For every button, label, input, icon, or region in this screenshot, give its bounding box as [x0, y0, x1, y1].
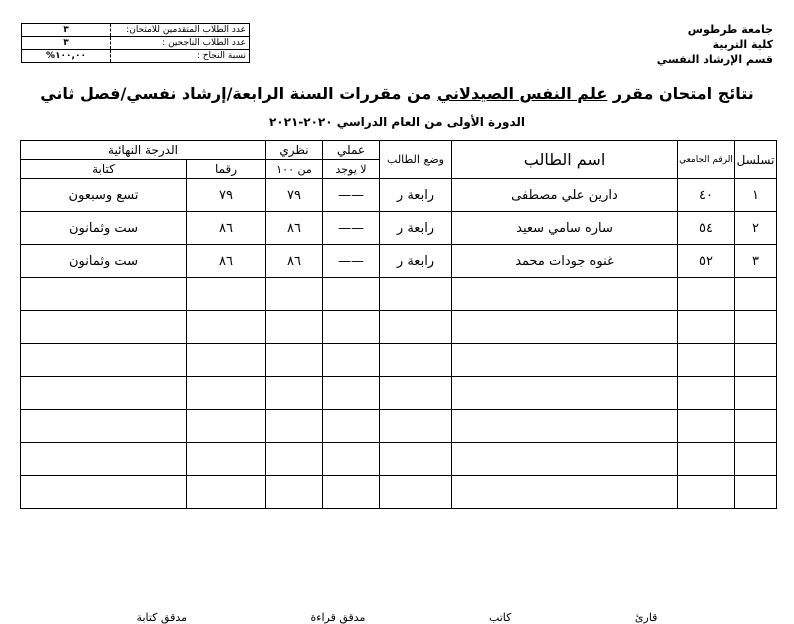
student-status-cell [380, 377, 452, 410]
practical-subheader: لا يوجد [323, 160, 380, 179]
final-numeric-cell [187, 344, 266, 377]
serial-cell [735, 278, 777, 311]
practical-cell [323, 344, 380, 377]
final-numeric-cell: ٨٦ [187, 212, 266, 245]
serial-cell: ١ [735, 179, 777, 212]
practical-cell [323, 377, 380, 410]
practical-cell [323, 410, 380, 443]
practical-cell: —— [323, 179, 380, 212]
serial-cell [735, 311, 777, 344]
write-checker-label: مدقق كتابة [136, 611, 188, 624]
table-row [21, 344, 777, 377]
final-written-cell [21, 410, 187, 443]
final-written-cell [21, 278, 187, 311]
theory-header: نظري [266, 141, 323, 160]
student-name-cell [452, 278, 678, 311]
signature-footer [0, 611, 794, 624]
university-id-cell [678, 344, 735, 377]
student-name-cell [452, 377, 678, 410]
university-id-cell [678, 311, 735, 344]
final-written-cell: ست وثمانون [21, 212, 187, 245]
student-name-header: اسم الطالب [452, 141, 678, 179]
theory-cell: ٨٦ [266, 245, 323, 278]
student-status-cell: رابعة ر [380, 245, 452, 278]
final-numeric-cell [187, 377, 266, 410]
final-numeric-cell [187, 476, 266, 509]
theory-cell [266, 344, 323, 377]
student-status-cell: رابعة ر [380, 212, 452, 245]
table-row [21, 212, 777, 245]
theory-cell: ٧٩ [266, 179, 323, 212]
serial-cell [735, 410, 777, 443]
page-title [0, 84, 794, 103]
university-name: جامعة طرطوس [687, 23, 773, 36]
student-status-cell: رابعة ر [380, 179, 452, 212]
final-written-cell [21, 476, 187, 509]
title-part2: من مقررات السنة الرابعة/إرشاد نفسي/فصل ثاني [40, 84, 437, 103]
passed-value: ٣ [22, 37, 111, 50]
final-written-cell [21, 443, 187, 476]
practical-cell: —— [323, 212, 380, 245]
theory-cell [266, 476, 323, 509]
table-row [21, 377, 777, 410]
student-status-cell [380, 443, 452, 476]
serial-cell: ٢ [735, 212, 777, 245]
university-id-cell [678, 278, 735, 311]
final-numeric-cell: ٧٩ [187, 179, 266, 212]
department-name: قسم الإرشاد النفسي [656, 53, 773, 66]
practical-cell [323, 443, 380, 476]
student-name-cell [452, 410, 678, 443]
theory-cell [266, 443, 323, 476]
practical-cell [323, 476, 380, 509]
student-status-cell [380, 476, 452, 509]
writer-label: كاتب [488, 611, 512, 624]
student-name-cell: ساره سامي سعيد [452, 212, 678, 245]
final-numeric-cell [187, 311, 266, 344]
pass-rate-label: نسبة النجاح : [111, 50, 250, 63]
table-row [21, 476, 777, 509]
student-name-cell [452, 311, 678, 344]
final-written-cell: تسع وسبعون [21, 179, 187, 212]
student-status-cell [380, 344, 452, 377]
theory-cell [266, 311, 323, 344]
serial-cell [735, 443, 777, 476]
practical-cell: —— [323, 245, 380, 278]
university-id-cell: ٥٢ [678, 245, 735, 278]
table-row [21, 179, 777, 212]
table-row [21, 278, 777, 311]
pass-rate-value: %١٠٠,٠٠ [22, 50, 111, 63]
final-numeric-cell: ٨٦ [187, 245, 266, 278]
final-grade-header: الدرجة النهائية [21, 141, 266, 160]
student-status-cell [380, 410, 452, 443]
table-row [21, 311, 777, 344]
final-written-header: كتابة [21, 160, 187, 179]
faculty-name: كلية التربية [712, 38, 773, 51]
final-written-cell [21, 344, 187, 377]
table-row [21, 410, 777, 443]
institution-header [657, 22, 773, 67]
final-numeric-cell [187, 278, 266, 311]
university-id-cell: ٤٠ [678, 179, 735, 212]
passed-label: عدد الطلاب الناجحين : [111, 37, 250, 50]
student-name-cell [452, 476, 678, 509]
university-id-cell [678, 377, 735, 410]
student-name-cell [452, 443, 678, 476]
applicants-label: عدد الطلاب المتقدمين للامتحان: [111, 24, 250, 37]
theory-cell [266, 410, 323, 443]
university-id-cell [678, 443, 735, 476]
stats-box [21, 23, 250, 63]
table-row [21, 245, 777, 278]
student-name-cell: غنوه جودات محمد [452, 245, 678, 278]
serial-cell: ٣ [735, 245, 777, 278]
theory-cell [266, 278, 323, 311]
applicants-value: ٣ [22, 24, 111, 37]
theory-cell: ٨٦ [266, 212, 323, 245]
final-written-cell [21, 311, 187, 344]
course-name: علم النفس الصيدلاني [436, 84, 608, 103]
student-status-cell [380, 278, 452, 311]
practical-header: عملي [323, 141, 380, 160]
university-id-cell [678, 476, 735, 509]
student-name-cell [452, 344, 678, 377]
table-row [21, 443, 777, 476]
university-id-cell: ٥٤ [678, 212, 735, 245]
results-table [20, 140, 777, 509]
exam-session: الدورة الأولى من العام الدراسي ٢٠٢٠-٢٠٢١ [268, 115, 526, 129]
final-numeric-cell [187, 410, 266, 443]
university-id-header: الرقم الجامعي [678, 141, 735, 179]
student-name-cell: دارين علي مصطفى [452, 179, 678, 212]
title-part1: نتائج امتحان مقرر [607, 84, 754, 103]
theory-subheader: من ١٠٠ [266, 160, 323, 179]
serial-cell [735, 377, 777, 410]
theory-cell [266, 377, 323, 410]
final-written-cell [21, 377, 187, 410]
serial-cell [735, 476, 777, 509]
final-numeric-cell [187, 443, 266, 476]
serial-cell [735, 344, 777, 377]
final-numeric-header: رقما [187, 160, 266, 179]
university-id-cell [678, 410, 735, 443]
practical-cell [323, 311, 380, 344]
student-status-cell [380, 311, 452, 344]
read-checker-label: مدقق قراءة [310, 611, 366, 624]
reader-label: قارئ [634, 611, 658, 624]
final-written-cell: ست وثمانون [21, 245, 187, 278]
student-status-header: وضع الطالب [380, 141, 452, 179]
serial-header: تسلسل [735, 141, 777, 179]
practical-cell [323, 278, 380, 311]
